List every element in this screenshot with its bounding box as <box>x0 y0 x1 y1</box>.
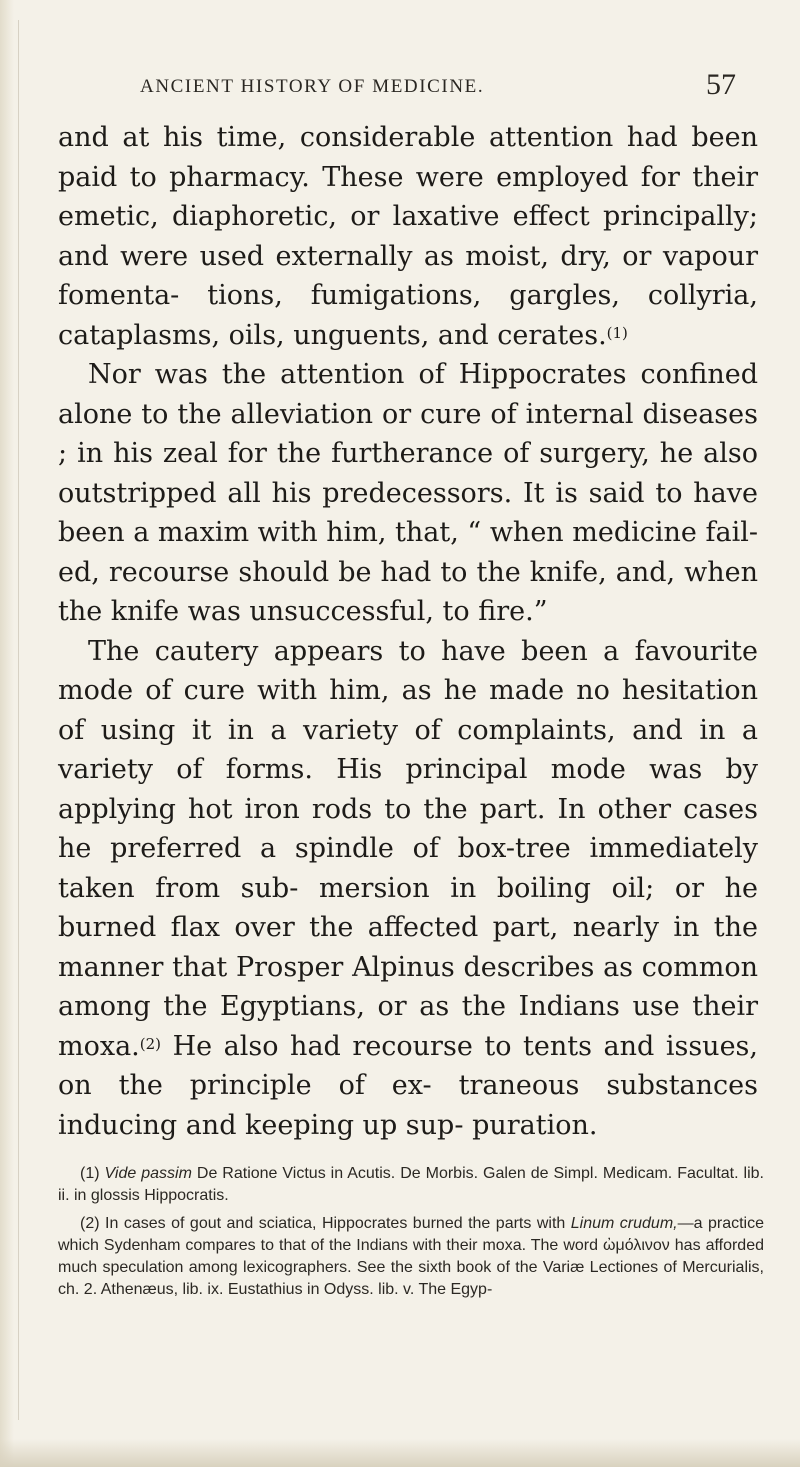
footnote-italic: Vide passim <box>104 1165 192 1182</box>
footnote-ref-1: (1) <box>606 323 628 342</box>
running-header <box>140 68 740 101</box>
text-line: He also had <box>161 1030 341 1062</box>
text-line: been a maxim with him, that, “ when medicine fail- <box>58 517 758 548</box>
text-line: alone to the alleviation or cure of internal diseases ; <box>58 398 758 469</box>
footnote-1 <box>58 1163 764 1207</box>
text-line: and at his time, considerable attention had been paid <box>58 122 758 193</box>
text-line: or as the Indians use their moxa. <box>58 991 759 1062</box>
gutter-line <box>18 20 19 1420</box>
text-line: mersion in boiling oil; or he burned flax over the <box>58 872 758 943</box>
body-text <box>58 118 758 1145</box>
text-line: tions, fumigations, gargles, collyria, cataplasms, oils, <box>58 280 758 351</box>
footnote-text: —a practice which Sydenham compares to that of the Indians with their moxa. The word ὠμόλινον has afforded much speculation among lexicographers. See the sixth book of the Variæ Lectiones of Mercurialis, ch. 2. Athenæus, lib. ix. Eustathius in Odyss. lib. v. The Egyp- <box>58 1215 765 1298</box>
text-line: mode of cure with him, as he made no hesitation of <box>58 675 758 746</box>
text-line: of forms. His principal mode was by applying hot <box>58 754 758 825</box>
text-line: used externally as moist, dry, or vapour fomenta- <box>58 240 758 311</box>
text-line: to pharmacy. These were employed for their emetic, <box>58 161 758 232</box>
text-line: The cautery appears to have been a favourite <box>88 635 758 667</box>
text-line: puration. <box>472 1109 598 1141</box>
text-line: in his zeal for the furtherance of surgery, he also <box>77 438 758 469</box>
paragraph-1 <box>58 118 758 355</box>
text-line: recourse to tents and issues, on the principle of ex- <box>58 1030 758 1101</box>
text-line: Nor was the attention of Hippocrates confined <box>88 359 758 390</box>
text-line: ed, recourse should be had to the knife, and, when <box>58 556 758 588</box>
page-number: 57 <box>706 68 736 101</box>
running-title: ANCIENT HISTORY OF MEDICINE. <box>140 76 485 97</box>
text-line: outstripped all his predecessors. It is said to have <box>58 477 758 509</box>
text-line: Alpinus describes as common among the Egyptians, <box>58 951 758 1022</box>
paragraph-3 <box>58 632 758 1146</box>
footnote-italic: Linum crudum, <box>570 1215 678 1232</box>
footnotes <box>58 1163 764 1303</box>
footnote-2 <box>58 1213 764 1301</box>
text-line: affected part, nearly in the manner that Prosper <box>58 912 758 983</box>
footnote-marker: (2) <box>80 1215 100 1232</box>
text-line: a spindle of box-tree immediately taken from sub- <box>58 833 758 904</box>
footnote-marker: (1) <box>80 1165 100 1182</box>
footnote-text: In cases of gout and sciatica, Hippocrates burned the parts with <box>99 1215 571 1232</box>
paragraph-2 <box>58 355 758 632</box>
text-line: iron rods to the part. In other cases he preferred <box>58 793 758 864</box>
text-line: traneous substances inducing and keeping up sup- <box>58 1070 758 1141</box>
text-line: the knife was unsuccessful, to fire.” <box>58 596 548 627</box>
page-binding-edge <box>0 0 14 1467</box>
text-line: diaphoretic, or laxative effect principally; and were <box>58 201 758 272</box>
footnote-text: De Ratione Victus in Acutis. De Morbis. Galen de Simpl. Medicam. Facultat. lib. ii. in glossis Hippocratis. <box>58 1165 764 1204</box>
footnote-ref-2: (2) <box>139 1034 162 1053</box>
page-bottom-shadow <box>0 1439 800 1467</box>
text-line: using it in a variety of complaints, and in a variety <box>58 714 758 785</box>
text-line: unguents, and cerates. <box>293 319 607 351</box>
